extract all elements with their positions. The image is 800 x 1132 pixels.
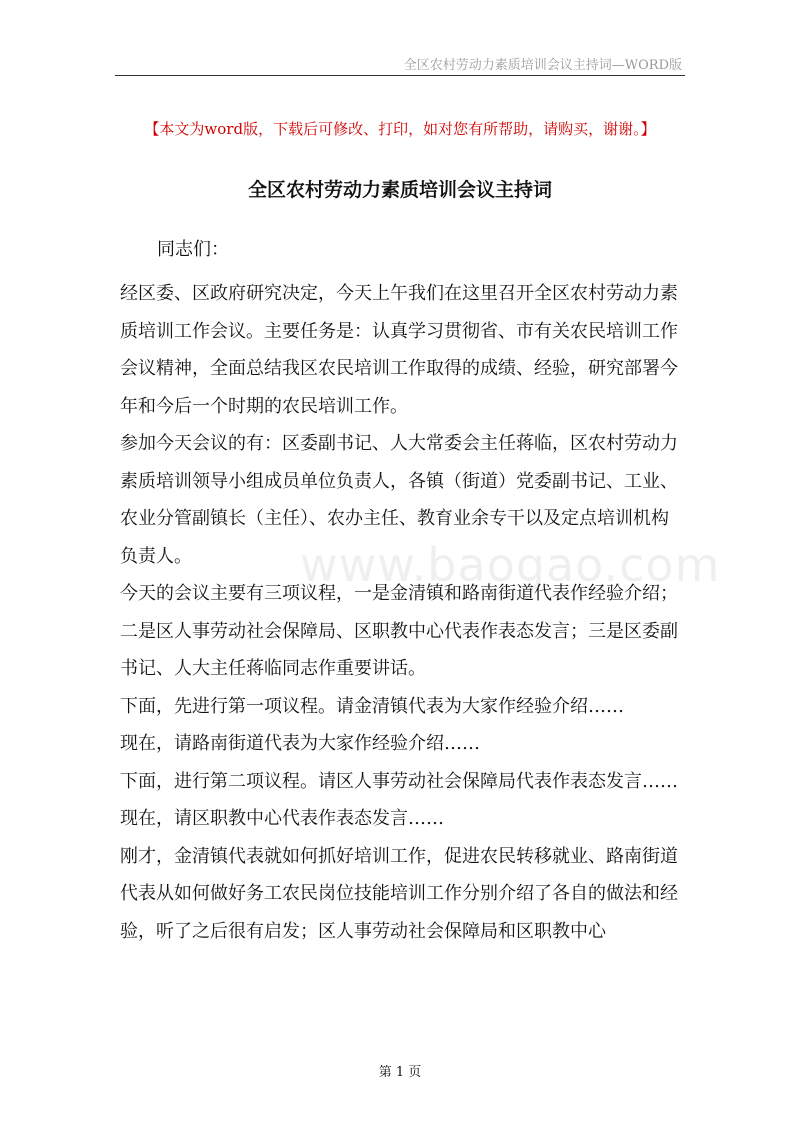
- paragraph-item-2b: 现在，请区职教中心代表作表态发言……: [120, 808, 444, 829]
- download-notice: 【本文为word版，下载后可修改、打印，如对您有所帮助，请购买，谢谢。】: [144, 120, 656, 138]
- watermark: www.baogao.com: [300, 538, 721, 592]
- paragraph-opening: 经区委、区政府研究决定，今天上午我们在这里召开全区农村劳动力素质培训工作会议。主要任务是：认真学习贯彻省、市有关农民培训工作会议精神，全面总结我区农民培训工作取得的成绩、经验，研究部署今年和今后一个时期的农民培训工作。: [120, 283, 678, 417]
- paragraph-item-2a: 下面，进行第二项议程。请区人事劳动社会保障局代表作表态发言……: [120, 770, 678, 792]
- document-title: 全区农村劳动力素质培训会议主持词: [247, 179, 552, 201]
- paragraph-agenda: 今天的会议主要有三项议程，一是金清镇和路南街道代表作经验介绍；二是区人事劳动社会保障局、区职教中心代表作表态发言；三是区委副书记、人大主任蒋临同志作重要讲话。: [120, 583, 678, 679]
- greeting: 同志们：: [157, 239, 229, 260]
- document-body: [120, 275, 686, 950]
- page-number: 第 1 页: [378, 1065, 422, 1080]
- paragraph-item-1a: 下面，先进行第一项议程。请金清镇代表为大家作经验介绍……: [120, 695, 624, 717]
- paragraph-attendees: 参加今天会议的有：区委副书记、人大常委会主任蒋临，区农村劳动力素质培训领导小组成员单位负责人，各镇（街道）党委副书记、工业、农业分管副镇长（主任）、农办主任、教育业余专干以及定点培训机构负责人。: [120, 433, 678, 567]
- paragraph-summary: 刚才，金清镇代表就如何抓好培训工作，促进农民转移就业、路南街道代表从如何做好务工农民岗位技能培训工作分别介绍了各自的做法和经验，听了之后很有启发；区人事劳动社会保障局和区职教中心: [120, 845, 678, 942]
- running-header-title: 全区农村劳动力素质培训会议主持词—WORD版: [403, 58, 682, 73]
- header-divider: [115, 75, 685, 76]
- paragraph-item-1b: 现在，请路南街道代表为大家作经验介绍……: [120, 733, 480, 754]
